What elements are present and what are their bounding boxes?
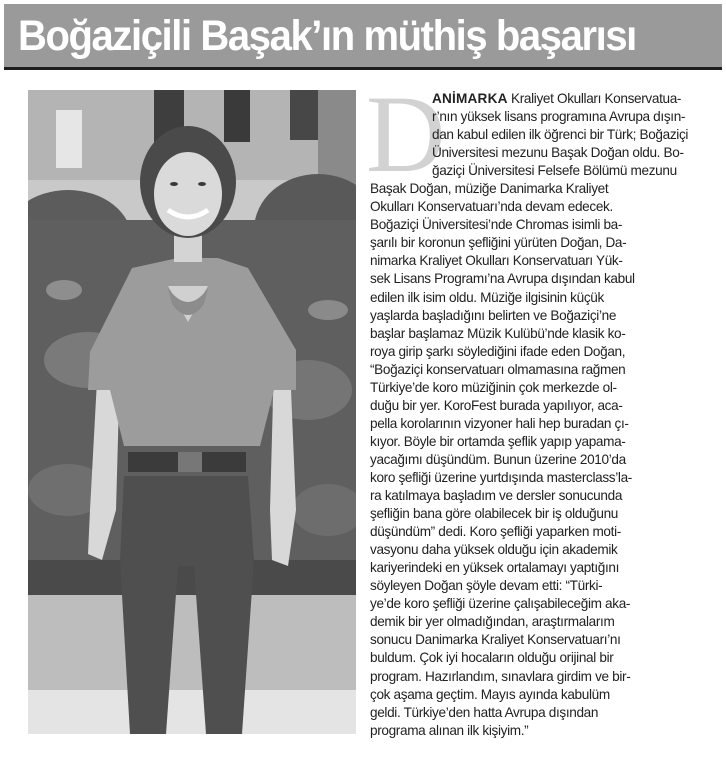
article-line: geldi. Türkiye’den hatta Avrupa dışından xyxy=(370,704,599,720)
headline: Boğaziçili Başak’ın müthiş başarısı xyxy=(18,12,636,60)
article-line: koro şefliği üzerine yurtdışında masterclass’la- xyxy=(370,469,632,485)
article-line: ra katılmaya başladım ve dersler sonucunda xyxy=(370,488,623,504)
drop-cap: D xyxy=(366,73,446,195)
article-line: dan kabul edilen ilk öğrenci bir Türk; Boğaziçi xyxy=(432,127,689,143)
article-line: roya girip şarkı söylediğini ifade eden Doğan, xyxy=(370,343,626,359)
article-line: Başak Doğan, müziğe Danimarka Kraliyet xyxy=(370,181,609,197)
article-line: demik bir yer olmadığından, araştırmalarım xyxy=(370,614,615,630)
article-line: kariyerindeki en yüksek ortalamayı yaptığını xyxy=(370,560,620,576)
article-line: kıyor. Böyle bir ortamda şeflik yapıp yapama- xyxy=(370,433,626,449)
headline-bar xyxy=(4,4,722,70)
article-line: çok aşama geçtim. Mayıs ayında kabulüm xyxy=(370,686,610,702)
article-line: Türkiye’de koro müziğinin çok merkezde ol- xyxy=(370,379,617,395)
article-body xyxy=(370,90,714,740)
article-line: pella korolarının vizyoner hali hep buradan çı- xyxy=(370,415,629,431)
article-line: sonucu Danimarka Kraliyet Konservatuarı’nı xyxy=(370,632,621,648)
article-line: duğu bir yer. KoroFest burada yapılıyor, aca- xyxy=(370,397,623,413)
article-line: vasyonu daha yüksek olduğu için akademik xyxy=(370,542,618,558)
article-line: söyleyen Doğan şöyle devam etti: “Türki- xyxy=(370,578,603,594)
article-line: buldum. Çok iyi hocaların olduğu orijinal bir xyxy=(370,650,614,666)
article-line: yacağımı düşündüm. Bunun üzerine 2010’da xyxy=(370,451,626,467)
article-line: “Boğaziçi konservatuarı olmamasına rağmen xyxy=(370,361,626,377)
article-line: ANİMARKA Kraliyet Okulları Konservatua- xyxy=(432,91,682,106)
article-line: yaşlarda başladığını belirten ve Boğaziçi’ne xyxy=(370,307,617,323)
article-line: Okulları Konservatuarı’nda devam edecek. xyxy=(370,199,613,215)
article-line: program. Hazırlandım, sınavlara girdim ve bir- xyxy=(370,668,631,684)
article-line: ğaziçi Üniversitesi Felsefe Bölümü mezunu xyxy=(432,163,677,179)
article-line: programa alınan ilk kişiyim.” xyxy=(370,722,529,738)
news-agency: ANİMARKA xyxy=(432,91,508,106)
portrait-photo xyxy=(28,90,356,734)
article-line: başlar başlamaz Müzik Kulübü’nde klasik ko- xyxy=(370,325,626,341)
article-line: şarılı bir koronun şefliğini yürüten Doğan, Da- xyxy=(370,235,627,251)
article-line: edilen ilk isim oldu. Müziğe ilgisinin küçük xyxy=(370,289,604,305)
article-line: nimarka Kraliyet Okulları Konservatuarı Yük- xyxy=(370,253,623,269)
article-line: şefliğin bana göre olabilecek bir iş olduğunu xyxy=(370,506,618,522)
article-line: r’nın yüksek lisans programına Avrupa dışın- xyxy=(432,109,686,125)
article-line: sek Lisans Programı’na Avrupa dışından kabul xyxy=(370,271,635,287)
article-line: ye’de koro şefliği üzerine çalışabileceğim aka- xyxy=(370,596,631,612)
article-line: düşündüm” dedi. Koro şefliği yaparken moti- xyxy=(370,524,621,540)
article-line: Üniversitesi mezunu Başak Doğan oldu. Bo- xyxy=(432,145,684,161)
article-line: Boğaziçi Üniversitesi’nde Chromas isimli ba- xyxy=(370,217,623,233)
